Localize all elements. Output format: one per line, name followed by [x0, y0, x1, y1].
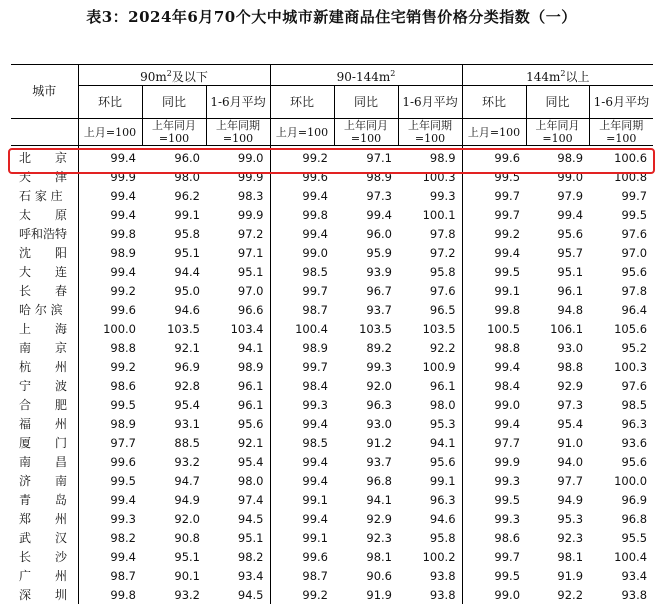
index-value: 98.3 — [237, 188, 264, 203]
index-value: 99.2 — [462, 224, 526, 243]
index-value: 99.3 — [462, 471, 526, 490]
table-row — [11, 452, 653, 471]
city-name: 天 津 — [19, 170, 68, 184]
index-value: 98.5 — [270, 433, 334, 452]
table-row — [11, 585, 653, 604]
index-value: 99.8 — [462, 300, 526, 319]
index-value: 92.9 — [366, 511, 392, 526]
city-name: 太 原 — [19, 208, 68, 222]
index-value: 93.7 — [366, 302, 392, 317]
highlight-box-beijing — [8, 148, 655, 174]
city-name: 长 春 — [19, 284, 68, 298]
index-value: 96.9 — [621, 492, 648, 507]
index-value: 99.5 — [462, 167, 526, 186]
index-value: 93.1 — [174, 416, 200, 431]
index-value: 100.4 — [270, 319, 334, 338]
index-value: 97.1 — [237, 245, 264, 260]
index-value: 97.4 — [237, 492, 264, 507]
table-row — [11, 281, 653, 300]
index-value: 98.8 — [462, 338, 526, 357]
index-value: 97.8 — [429, 226, 456, 241]
index-value: 96.6 — [237, 302, 264, 317]
unit-last-month: 上月=100 — [78, 119, 142, 146]
index-value: 99.4 — [78, 146, 142, 168]
index-value: 94.6 — [429, 511, 456, 526]
index-value: 94.7 — [174, 473, 200, 488]
index-value: 99.0 — [557, 169, 584, 184]
city-name: 北 京 — [19, 151, 68, 165]
index-value: 98.9 — [78, 243, 142, 262]
city-name: 呼和浩特 — [19, 227, 68, 241]
index-value: 105.6 — [614, 321, 648, 336]
index-value: 100.3 — [422, 169, 456, 184]
index-value: 99.4 — [270, 452, 334, 471]
index-value: 96.3 — [621, 416, 648, 431]
index-value: 95.4 — [174, 397, 200, 412]
unit-cell-empty — [11, 119, 78, 146]
city-name: 广 州 — [19, 569, 68, 583]
index-value: 99.6 — [78, 300, 142, 319]
index-value: 91.9 — [557, 568, 584, 583]
index-value: 95.1 — [174, 245, 200, 260]
city-name: 合 肥 — [19, 398, 68, 412]
city-name: 济 南 — [19, 474, 68, 488]
index-value: 98.9 — [270, 338, 334, 357]
index-value: 99.0 — [237, 150, 264, 165]
index-value: 99.9 — [237, 207, 264, 222]
index-value: 99.7 — [621, 188, 648, 203]
index-value: 100.6 — [614, 150, 648, 165]
index-value: 100.0 — [78, 319, 142, 338]
index-value: 100.4 — [614, 549, 648, 564]
index-value: 99.6 — [270, 547, 334, 566]
index-value: 98.7 — [270, 300, 334, 319]
index-value: 99.7 — [462, 547, 526, 566]
index-value: 99.1 — [270, 528, 334, 547]
city-name: 青 岛 — [19, 493, 68, 507]
city-name: 石 家 庄 — [19, 189, 63, 203]
index-value: 93.7 — [366, 454, 392, 469]
index-value: 94.5 — [237, 587, 264, 602]
index-value: 95.4 — [237, 454, 264, 469]
index-value: 96.1 — [237, 378, 264, 393]
index-value: 92.0 — [366, 378, 392, 393]
table-row — [11, 186, 653, 205]
group-header-144: $144m^2$以上 — [462, 65, 653, 86]
unit-last-month: 上月=100 — [462, 119, 526, 146]
index-value: 97.7 — [462, 433, 526, 452]
index-value: 99.2 — [270, 585, 334, 604]
group-header-90-144: $90-144m^2$ — [270, 65, 462, 86]
index-value: 94.6 — [174, 302, 200, 317]
city-name: 上 海 — [19, 322, 68, 336]
index-value: 92.2 — [557, 587, 584, 602]
index-value: 96.3 — [366, 397, 392, 412]
index-value: 99.5 — [78, 471, 142, 490]
index-value: 97.7 — [78, 433, 142, 452]
index-value: 99.4 — [78, 205, 142, 224]
index-value: 91.0 — [557, 435, 584, 450]
index-value: 100.5 — [462, 319, 526, 338]
index-value: 97.0 — [237, 283, 264, 298]
index-value: 98.4 — [270, 376, 334, 395]
index-value: 95.8 — [429, 530, 456, 545]
index-value: 99.0 — [462, 585, 526, 604]
index-value: 93.9 — [366, 264, 392, 279]
index-value: 99.1 — [429, 473, 456, 488]
index-value: 94.8 — [557, 302, 584, 317]
table-row — [11, 338, 653, 357]
index-value: 98.0 — [429, 397, 456, 412]
table-row — [11, 566, 653, 585]
index-value: 98.8 — [78, 338, 142, 357]
city-name: 厦 门 — [19, 436, 68, 450]
index-value: 99.2 — [78, 357, 142, 376]
index-value: 95.5 — [621, 530, 648, 545]
unit-last-year-period: 上年同期=100 — [398, 119, 462, 146]
index-value: 95.6 — [237, 416, 264, 431]
index-value: 93.8 — [621, 587, 648, 602]
index-value: 90.1 — [174, 568, 200, 583]
index-value: 94.0 — [557, 454, 584, 469]
index-value: 99.4 — [270, 186, 334, 205]
table-body — [11, 146, 653, 605]
city-name: 长 沙 — [19, 550, 68, 564]
index-value: 99.5 — [462, 566, 526, 585]
index-value: 98.1 — [366, 549, 392, 564]
index-value: 98.9 — [557, 150, 584, 165]
index-value: 98.0 — [237, 473, 264, 488]
index-value: 98.4 — [462, 376, 526, 395]
index-value: 99.4 — [270, 471, 334, 490]
index-value: 93.2 — [174, 587, 200, 602]
index-value: 99.9 — [462, 452, 526, 471]
unit-last-year-month: 上年同月=100 — [334, 119, 398, 146]
index-value: 96.1 — [237, 397, 264, 412]
table-row — [11, 224, 653, 243]
index-value: 93.0 — [366, 416, 392, 431]
index-value: 98.1 — [557, 549, 584, 564]
index-value: 89.2 — [366, 340, 392, 355]
index-value: 98.9 — [78, 414, 142, 433]
table-row — [11, 262, 653, 281]
table-row — [11, 471, 653, 490]
index-value: 93.8 — [429, 568, 456, 583]
index-value: 98.5 — [270, 262, 334, 281]
index-value: 99.3 — [78, 509, 142, 528]
index-value: 96.9 — [174, 359, 200, 374]
index-value: 103.4 — [230, 321, 264, 336]
index-value: 95.0 — [174, 283, 200, 298]
index-value: 92.3 — [557, 530, 584, 545]
index-value: 97.6 — [621, 378, 648, 393]
index-value: 95.1 — [174, 549, 200, 564]
index-value: 90.8 — [174, 530, 200, 545]
index-value: 92.1 — [174, 340, 200, 355]
index-value: 99.4 — [78, 262, 142, 281]
index-value: 95.1 — [237, 264, 264, 279]
index-value: 92.2 — [429, 340, 456, 355]
index-value: 94.9 — [557, 492, 584, 507]
index-value: 96.8 — [366, 473, 392, 488]
index-value: 98.2 — [237, 549, 264, 564]
index-value: 98.7 — [78, 566, 142, 585]
unit-last-month: 上月=100 — [270, 119, 334, 146]
index-value: 103.5 — [422, 321, 456, 336]
index-value: 99.3 — [462, 509, 526, 528]
index-value: 99.3 — [429, 188, 456, 203]
index-value: 99.0 — [462, 395, 526, 414]
index-value: 100.0 — [614, 473, 648, 488]
index-value: 88.5 — [174, 435, 200, 450]
index-value: 99.7 — [270, 281, 334, 300]
index-value: 95.7 — [557, 245, 584, 260]
table-header — [11, 65, 653, 146]
index-value: 99.2 — [78, 281, 142, 300]
index-value: 99.8 — [78, 585, 142, 604]
city-column-header: 城市 — [11, 65, 78, 119]
index-value: 98.9 — [366, 169, 392, 184]
index-value: 97.9 — [557, 188, 584, 203]
table-row — [11, 376, 653, 395]
city-name: 南 京 — [19, 341, 68, 355]
city-name: 沈 阳 — [19, 246, 68, 260]
table-row — [11, 433, 653, 452]
index-value: 93.4 — [237, 568, 264, 583]
index-value: 98.9 — [429, 150, 456, 165]
index-value: 94.1 — [366, 492, 392, 507]
index-value: 99.5 — [462, 262, 526, 281]
sub-header-mom: 环比 — [270, 86, 334, 119]
index-value: 95.3 — [557, 511, 584, 526]
index-value: 93.6 — [621, 435, 648, 450]
index-value: 99.4 — [270, 509, 334, 528]
city-name: 深 圳 — [19, 588, 68, 602]
index-value: 91.9 — [366, 587, 392, 602]
unit-last-year-period: 上年同期=100 — [589, 119, 653, 146]
index-value: 99.4 — [78, 547, 142, 566]
index-value: 99.4 — [270, 224, 334, 243]
index-value: 92.8 — [174, 378, 200, 393]
sub-header-yoy: 同比 — [334, 86, 398, 119]
index-value: 96.3 — [429, 492, 456, 507]
city-name: 哈 尔 滨 — [19, 303, 63, 317]
sub-header-avg: 1-6月平均 — [206, 86, 270, 119]
index-value: 96.4 — [621, 302, 648, 317]
index-value: 99.1 — [462, 281, 526, 300]
index-value: 99.7 — [270, 357, 334, 376]
index-value: 94.1 — [237, 340, 264, 355]
index-value: 99.3 — [270, 395, 334, 414]
index-value: 99.5 — [462, 490, 526, 509]
index-value: 95.1 — [237, 530, 264, 545]
index-value: 98.5 — [621, 397, 648, 412]
index-value: 96.1 — [557, 283, 584, 298]
index-value: 92.3 — [366, 530, 392, 545]
group-header-90: $90m^2$及以下 — [78, 65, 270, 86]
city-name: 郑 州 — [19, 512, 68, 526]
index-value: 99.8 — [78, 224, 142, 243]
index-value: 96.5 — [429, 302, 456, 317]
index-value: 98.2 — [78, 528, 142, 547]
index-value: 96.0 — [366, 226, 392, 241]
index-value: 99.5 — [621, 207, 648, 222]
index-value: 99.4 — [366, 207, 392, 222]
index-value: 95.8 — [174, 226, 200, 241]
index-value: 99.4 — [78, 490, 142, 509]
table-row — [11, 528, 653, 547]
index-value: 99.2 — [270, 146, 334, 168]
table-row — [11, 509, 653, 528]
index-value: 90.6 — [366, 568, 392, 583]
index-value: 99.5 — [78, 395, 142, 414]
index-value: 106.1 — [550, 321, 584, 336]
city-name: 福 州 — [19, 417, 68, 431]
index-value: 96.7 — [366, 283, 392, 298]
unit-last-year-month: 上年同月=100 — [526, 119, 589, 146]
index-value: 100.9 — [422, 359, 456, 374]
index-value: 94.9 — [174, 492, 200, 507]
index-value: 96.2 — [174, 188, 200, 203]
index-value: 97.3 — [366, 188, 392, 203]
index-value: 95.6 — [557, 226, 584, 241]
table-row — [11, 205, 653, 224]
index-value: 95.2 — [621, 340, 648, 355]
table-row — [11, 357, 653, 376]
index-value: 98.0 — [174, 169, 200, 184]
sub-header-mom: 环比 — [78, 86, 142, 119]
unit-last-year-month: 上年同月=100 — [142, 119, 206, 146]
city-name: 杭 州 — [19, 360, 68, 374]
index-value: 98.9 — [237, 359, 264, 374]
table-row — [11, 414, 653, 433]
index-value: 93.8 — [429, 587, 456, 602]
index-value: 100.8 — [614, 169, 648, 184]
index-value: 103.5 — [167, 321, 200, 336]
table-row — [11, 243, 653, 262]
index-value: 97.0 — [621, 245, 648, 260]
index-value: 95.6 — [429, 454, 456, 469]
index-value: 99.8 — [270, 205, 334, 224]
index-value: 99.6 — [462, 146, 526, 168]
index-value: 95.1 — [557, 264, 584, 279]
index-value: 99.0 — [270, 243, 334, 262]
index-value: 99.4 — [557, 207, 584, 222]
index-value: 92.1 — [237, 435, 264, 450]
index-value: 100.3 — [614, 359, 648, 374]
index-value: 99.4 — [462, 357, 526, 376]
index-value: 93.0 — [557, 340, 584, 355]
sub-header-avg: 1-6月平均 — [589, 86, 653, 119]
index-value: 99.1 — [270, 490, 334, 509]
index-value: 94.5 — [237, 511, 264, 526]
table-row — [11, 547, 653, 566]
index-value: 97.3 — [557, 397, 584, 412]
city-name: 武 汉 — [19, 531, 68, 545]
index-value: 99.7 — [462, 205, 526, 224]
city-name: 大 连 — [19, 265, 68, 279]
table-row — [11, 319, 653, 338]
unit-last-year-period: 上年同期=100 — [206, 119, 270, 146]
index-value: 95.4 — [557, 416, 584, 431]
index-value: 97.7 — [557, 473, 584, 488]
index-value: 99.9 — [78, 167, 142, 186]
index-value: 98.7 — [270, 566, 334, 585]
index-value: 98.6 — [462, 528, 526, 547]
index-value: 100.2 — [422, 549, 456, 564]
index-value: 95.6 — [621, 454, 648, 469]
index-value: 99.6 — [78, 452, 142, 471]
index-value: 96.0 — [174, 150, 200, 165]
index-value: 99.7 — [462, 186, 526, 205]
city-name: 宁 波 — [19, 379, 68, 393]
index-value: 97.2 — [429, 245, 456, 260]
index-value: 95.6 — [621, 264, 648, 279]
price-index-table — [11, 64, 653, 604]
index-value: 99.9 — [237, 169, 264, 184]
index-value: 97.2 — [237, 226, 264, 241]
index-value: 94.1 — [429, 435, 456, 450]
index-value: 97.6 — [429, 283, 456, 298]
index-value: 95.9 — [366, 245, 392, 260]
index-value: 99.4 — [462, 243, 526, 262]
index-value: 99.4 — [78, 186, 142, 205]
index-value: 97.1 — [366, 150, 392, 165]
index-value: 99.6 — [270, 167, 334, 186]
index-value: 98.6 — [78, 376, 142, 395]
index-value: 91.2 — [366, 435, 392, 450]
table-row — [11, 490, 653, 509]
sub-header-avg: 1-6月平均 — [398, 86, 462, 119]
table-row — [11, 300, 653, 319]
index-value: 96.8 — [621, 511, 648, 526]
index-value: 97.6 — [621, 226, 648, 241]
index-value: 100.1 — [422, 207, 456, 222]
sub-header-mom: 环比 — [462, 86, 526, 119]
index-value: 97.8 — [621, 283, 648, 298]
index-value: 93.4 — [621, 568, 648, 583]
page-title: 表3：2024年6月70个大中城市新建商品住宅销售价格分类指数（一） — [86, 8, 577, 26]
index-value: 92.9 — [557, 378, 584, 393]
index-value: 92.0 — [174, 511, 200, 526]
index-value: 95.3 — [429, 416, 456, 431]
city-name: 南 昌 — [19, 455, 68, 469]
index-value: 99.4 — [462, 414, 526, 433]
index-value: 94.4 — [174, 264, 200, 279]
table-row — [11, 395, 653, 414]
index-value: 99.1 — [174, 207, 200, 222]
sub-header-yoy: 同比 — [526, 86, 589, 119]
index-value: 98.8 — [557, 359, 584, 374]
index-value: 96.1 — [429, 378, 456, 393]
index-value: 103.5 — [359, 321, 392, 336]
sub-header-yoy: 同比 — [142, 86, 206, 119]
index-value: 99.3 — [366, 359, 392, 374]
index-value: 93.2 — [174, 454, 200, 469]
index-value: 95.8 — [429, 264, 456, 279]
index-value: 99.4 — [270, 414, 334, 433]
